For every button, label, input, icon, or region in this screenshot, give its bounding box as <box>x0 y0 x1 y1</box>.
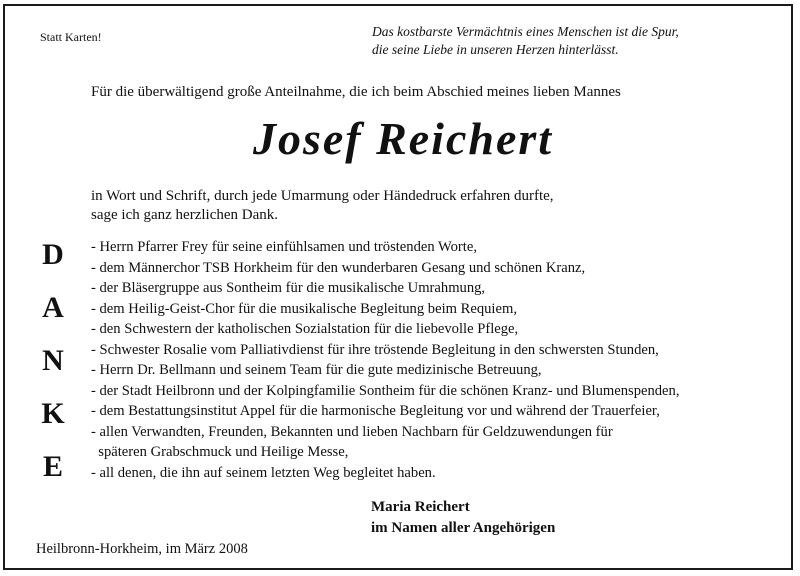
intro-text: Für die überwältigend große Anteilnahme, die ich beim Abschied meines lieben Mannes <box>91 84 621 100</box>
signature-subtitle: im Namen aller Angehörigen <box>371 520 556 536</box>
danke-vertical-word <box>36 238 70 503</box>
signature <box>371 497 555 539</box>
deceased-name-text: Josef Reichert <box>252 113 554 164</box>
quote <box>372 23 679 59</box>
thanks-list-item-continuation: späteren Grabschmuck und Heilige Messe, <box>91 444 349 460</box>
thanks-list-item: - den Schwestern der katholischen Sozialstation für die liebevolle Pflege, <box>91 321 519 337</box>
thanks-list-item: - allen Verwandten, Freunden, Bekannten und lieben Nachbarn für Geldzuwendungen für <box>91 423 613 440</box>
quote-line: die seine Liebe in unseren Herzen hinterlässt. <box>372 42 619 57</box>
thanks-list-item: - dem Bestattungsinstitut Appel für die harmonische Begleitung vor und während der Trauerfeier, <box>91 403 660 419</box>
thanks-list-item: - Schwester Rosalie vom Palliativdienst für ihre tröstende Begleitung in den schwersten Stunden, <box>91 341 659 358</box>
thanks-list-item: - dem Heilig-Geist-Chor für die musikalische Begleitung beim Requiem, <box>91 300 517 317</box>
thanks-list-item: - dem Männerchor TSB Horkheim für den wunderbaren Gesang und schönen Kranz, <box>91 259 586 276</box>
deceased-name <box>0 112 800 165</box>
place-date: Heilbronn-Horkheim, im März 2008 <box>36 541 248 557</box>
danke-letter: E <box>42 450 63 483</box>
danke-letter: D <box>42 238 64 271</box>
thanks-list-item: - der Stadt Heilbronn und der Kolpingfamilie Sontheim für die schönen Kranz- und Blumenspenden, <box>91 382 680 399</box>
statt-karten-label: Statt Karten! <box>40 30 102 44</box>
thanks-list-item: - Herrn Dr. Bellmann und seinem Team für die gute medizinische Betreuung, <box>91 362 542 378</box>
thanks-line: in Wort und Schrift, durch jede Umarmung oder Händedruck erfahren durfte, <box>91 188 554 204</box>
quote-line: Das kostbarste Vermächtnis eines Menschen ist die Spur, <box>372 24 679 39</box>
thanks-line: sage ich ganz herzlichen Dank. <box>91 207 278 223</box>
thanks-list-item: - der Bläsergruppe aus Sontheim für die musikalische Umrahmung, <box>91 280 486 296</box>
danke-letter: A <box>42 291 64 324</box>
thanks-text <box>91 187 554 225</box>
thanks-list-item: - Herrn Pfarrer Frey für seine einfühlsamen und tröstenden Worte, <box>91 239 477 255</box>
thanks-list-item: - all denen, die ihn auf seinem letzten Weg begleitet haben. <box>91 464 436 481</box>
thanks-list <box>91 237 679 483</box>
danke-letter: K <box>41 397 65 430</box>
signature-name: Maria Reichert <box>371 499 470 515</box>
danke-letter: N <box>42 344 64 377</box>
